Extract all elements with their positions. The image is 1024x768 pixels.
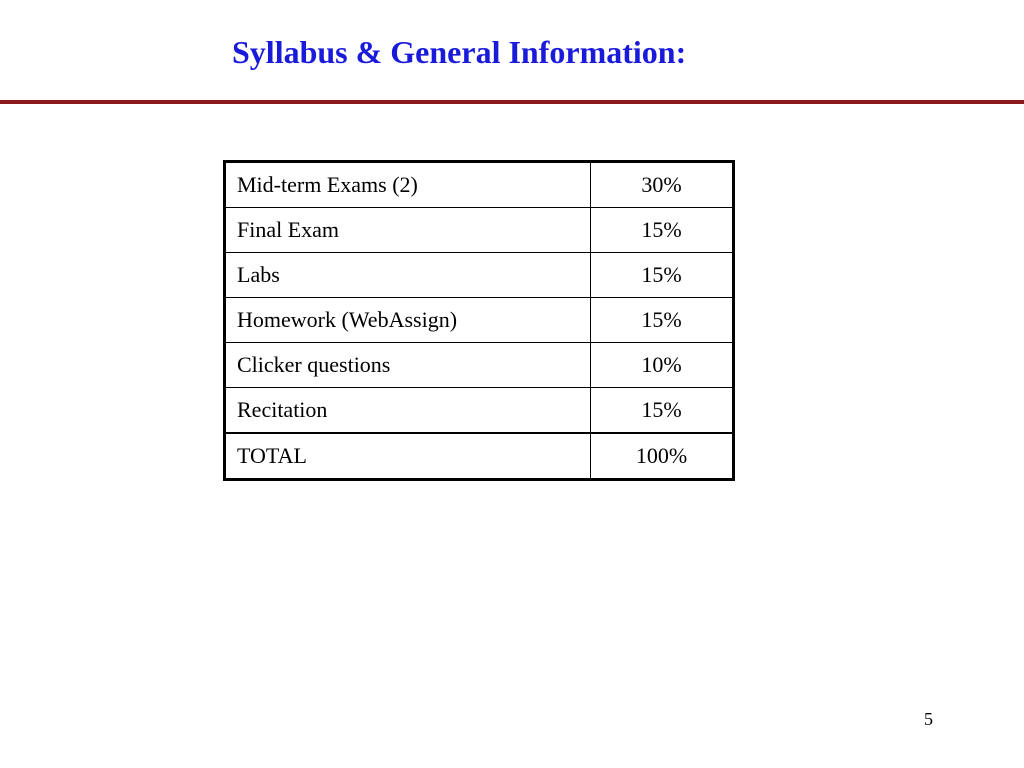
table-row <box>225 162 734 208</box>
table-row <box>225 253 734 298</box>
weight-cell: 15% <box>591 388 734 434</box>
component-cell: Labs <box>225 253 591 298</box>
table-row <box>225 298 734 343</box>
component-cell: Mid-term Exams (2) <box>225 162 591 208</box>
weight-cell: 30% <box>591 162 734 208</box>
component-cell: Homework (WebAssign) <box>225 298 591 343</box>
slide-title: Syllabus & General Information: <box>232 34 687 70</box>
page-number: 5 <box>924 709 933 729</box>
total-weight-cell: 100% <box>591 433 734 480</box>
weight-cell: 15% <box>591 253 734 298</box>
total-label-cell: TOTAL <box>225 433 591 480</box>
table-row <box>225 208 734 253</box>
component-cell: Clicker questions <box>225 343 591 388</box>
component-cell: Final Exam <box>225 208 591 253</box>
total-row <box>225 433 734 480</box>
title-divider <box>0 100 1024 104</box>
weight-cell: 15% <box>591 298 734 343</box>
component-cell: Recitation <box>225 388 591 434</box>
table-row <box>225 388 734 434</box>
grading-breakdown-table <box>223 160 735 481</box>
weight-cell: 10% <box>591 343 734 388</box>
table-row <box>225 343 734 388</box>
weight-cell: 15% <box>591 208 734 253</box>
